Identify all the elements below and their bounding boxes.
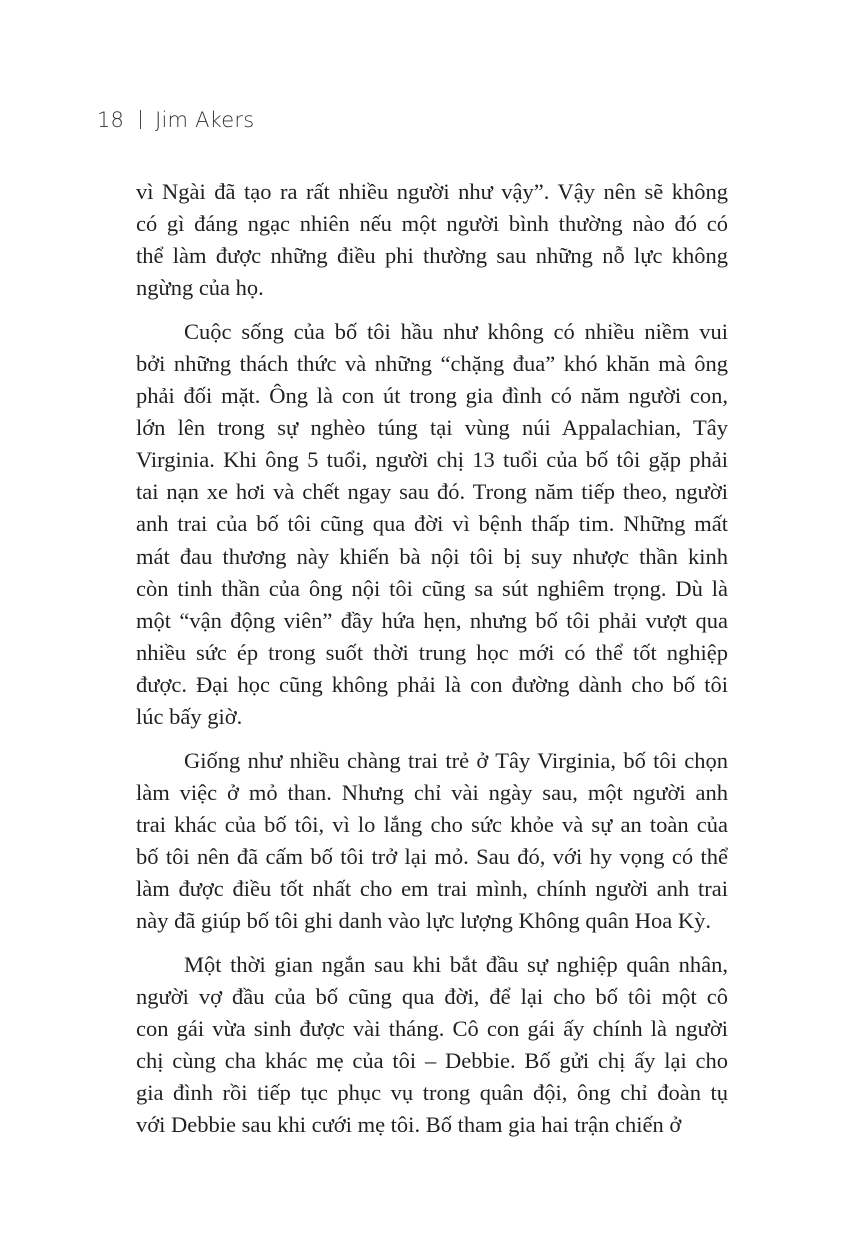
text-line: làm được điều tốt nhất cho em trai mình, chính người anh trai [136, 875, 728, 901]
body-text [136, 176, 728, 1153]
text-line: còn tinh thần của ông nội tôi cũng sa sút nghiêm trọng. Dù là [136, 575, 728, 601]
text-line: ngừng của họ. [136, 275, 264, 301]
paragraph [136, 745, 728, 937]
text-line: Virginia. Khi ông 5 tuổi, người chị 13 tuổi của bố tôi gặp phải [136, 447, 728, 473]
text-line: phải đối mặt. Ông là con út trong gia đình có năm người con, [136, 383, 728, 409]
text-line: Giống như nhiều chàng trai trẻ ở Tây Virginia, bố tôi chọn [184, 747, 728, 773]
text-line: người vợ đầu của bố cũng qua đời, để lại cho bố tôi một cô [136, 984, 728, 1010]
text-line: Một thời gian ngắn sau khi bắt đầu sự nghiệp quân nhân, [184, 952, 728, 978]
paragraph [136, 176, 728, 304]
text-line: Cuộc sống của bố tôi hầu như không có nhiều niềm vui [184, 319, 728, 345]
text-line: anh trai của bố tôi cũng qua đời vì bệnh thấp tim. Những mất [136, 511, 728, 537]
text-line: làm việc ở mỏ than. Nhưng chỉ vài ngày sau, một người anh [136, 779, 728, 805]
text-line: được. Đại học cũng không phải là con đường dành cho bố tôi [136, 671, 728, 697]
text-line: lúc bấy giờ. [136, 703, 243, 729]
text-line: vì Ngài đã tạo ra rất nhiều người như vậy”. Vậy nên sẽ không [136, 179, 728, 204]
text-line: này đã giúp bố tôi ghi danh vào lực lượng Không quân Hoa Kỳ. [136, 908, 711, 934]
text-line: con gái vừa sinh được vài tháng. Cô con gái ấy chính là người [136, 1016, 728, 1042]
text-line: chị cùng cha khác mẹ của tôi – Debbie. Bố gửi chị ấy lại cho [136, 1048, 728, 1074]
text-line: thể làm được những điều phi thường sau những nỗ lực không [136, 243, 728, 269]
text-line: tai nạn xe hơi và chết ngay sau đó. Trong năm tiếp theo, người [136, 479, 728, 505]
text-line: một “vận động viên” đầy hứa hẹn, nhưng bố tôi phải vượt qua [136, 607, 728, 633]
paragraph [136, 316, 728, 733]
text-line: với Debbie sau khi cưới mẹ tôi. Bố tham gia hai trận chiến ở [136, 1112, 682, 1138]
running-header [97, 108, 254, 132]
header-separator [140, 110, 141, 129]
text-line: bởi những thách thức và những “chặng đua” khó khăn mà ông [136, 351, 728, 377]
text-line: gia đình rồi tiếp tục phục vụ trong quân đội, ông chỉ đoàn tụ [136, 1080, 728, 1106]
text-line: trai khác của bố tôi, vì lo lắng cho sức khỏe và sự an toàn của [136, 811, 728, 837]
author-name: Jim Akers [155, 108, 255, 132]
text-line: lớn lên trong sự nghèo túng tại vùng núi Appalachian, Tây [136, 415, 728, 441]
text-line: nhiều sức ép trong suốt thời trung học mới có thể tốt nghiệp [136, 639, 728, 665]
paragraph [136, 949, 728, 1141]
text-line: bố tôi nên đã cấm bố tôi trở lại mỏ. Sau đó, với hy vọng có thể [136, 843, 728, 869]
page-number: 18 [97, 108, 125, 132]
text-line: có gì đáng ngạc nhiên nếu một người bình thường nào đó có [136, 211, 728, 237]
text-line: mát đau thương này khiến bà nội tôi bị suy nhược thần kinh [136, 543, 728, 569]
